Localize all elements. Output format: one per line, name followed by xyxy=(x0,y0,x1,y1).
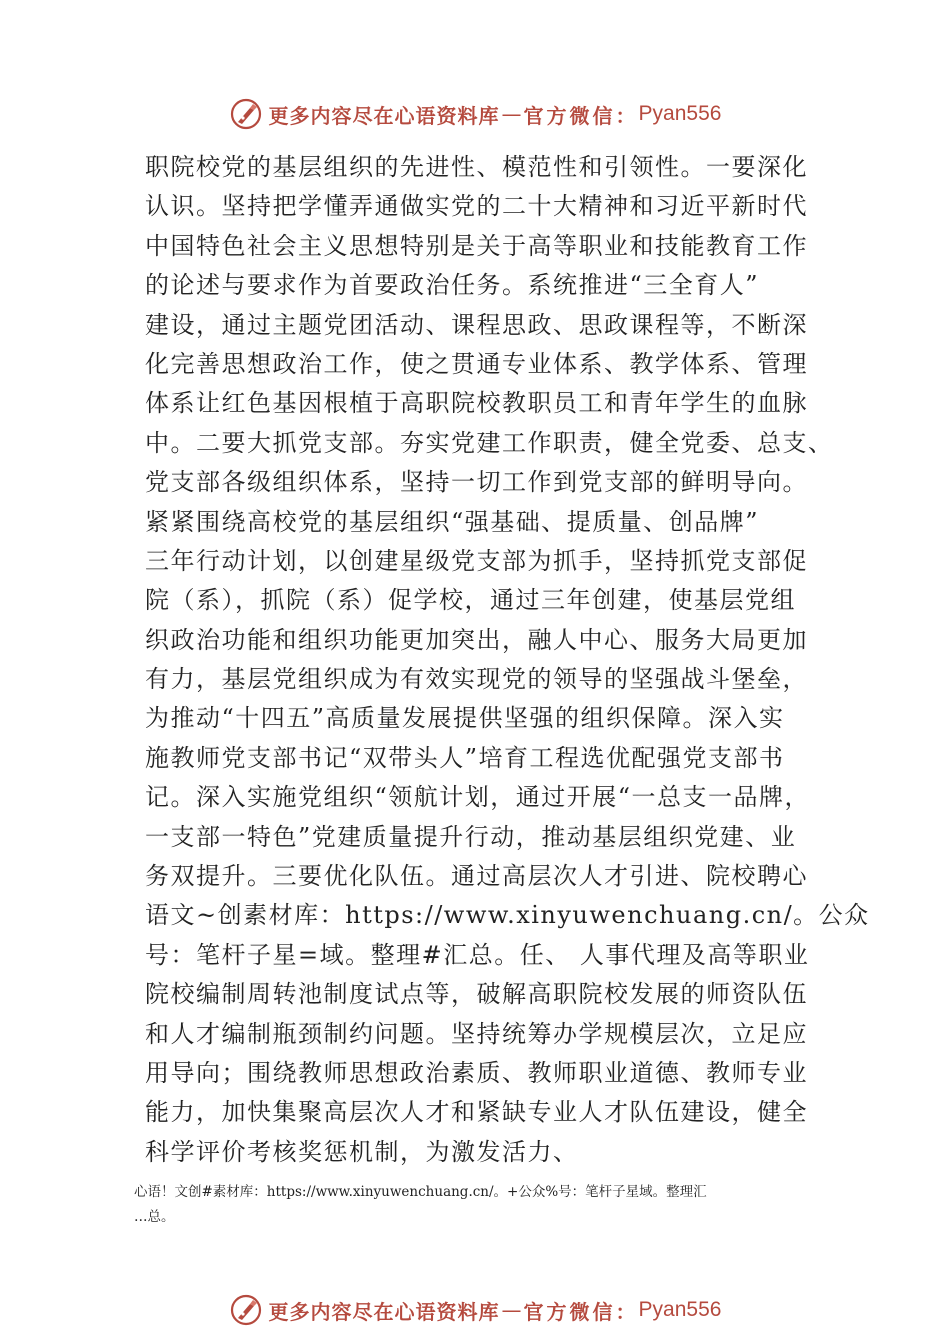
body-line: 能力，加快集聚高层次人才和紧缺专业人才队伍建设，健全 xyxy=(145,1098,808,1127)
footer-banner xyxy=(0,1288,950,1332)
body-line: 化完善思想政治工作，使之贯通专业体系、教学体系、管理 xyxy=(145,349,808,378)
body-line: 党支部各级组织体系，坚持一切工作到党支部的鲜明导向。 xyxy=(145,468,808,497)
banner-title: 更多内容尽在心语资料库 xyxy=(268,103,500,128)
footer-note-line: …总。 xyxy=(134,1209,175,1225)
footer-note xyxy=(134,1180,834,1230)
body-line: 三年行动计划，以创建星级党支部为抓手，坚持抓党支部促 xyxy=(145,546,808,575)
body-line: 中国特色社会主义思想特别是关于高等职业和技能教育工作 xyxy=(145,231,808,260)
banner-title: 更多内容尽在心语资料库 xyxy=(268,1299,500,1324)
banner-separator: — xyxy=(501,102,522,126)
body-line: 职院校党的基层组织的先进性、模范性和引领性。一要深化 xyxy=(145,153,808,181)
banner-separator: — xyxy=(501,1298,522,1322)
body-line: 体系让红色基因根植于高职院校教职员工和青年学生的血脉 xyxy=(145,389,808,418)
body-line: 为推动“十四五”高质量发展提供坚强的组织保障。深入实 xyxy=(145,704,785,733)
body-line: 认识。坚持把学懂弄通做实党的二十大精神和习近平新时代 xyxy=(145,192,808,221)
body-line: 中。二要大抓党支部。夯实党建工作职责，健全党委、总支、 xyxy=(145,428,834,457)
body-line: 施教师党支部书记“双带头人”培育工程选优配强党支部书 xyxy=(145,743,785,772)
body-line: 务双提升。三要优化队伍。通过高层次人才引进、院校聘心 xyxy=(145,862,808,891)
banner-wechat-label: 官方微信： xyxy=(523,1299,639,1324)
pen-nib-logo-icon xyxy=(229,1293,263,1327)
document-body xyxy=(145,148,870,1172)
body-line: 一支部一特色”党建质量提升行动，推动基层组织党建、业 xyxy=(145,822,797,851)
header-banner xyxy=(0,92,950,136)
body-line: 用导向；围绕教师思想政治素质、教师职业道德、教师专业 xyxy=(145,1058,808,1087)
body-line: 有力，基层党组织成为有效实现党的领导的坚强战斗堡垒， xyxy=(145,665,808,694)
banner-wechat-label: 官方微信： xyxy=(523,103,639,128)
body-line: 记。深入实施党组织“领航计划，通过开展“一总支一品牌， xyxy=(145,783,811,812)
body-line: 的论述与要求作为首要政治任务。系统推进“三全育人” xyxy=(145,271,760,300)
body-line: 和人才编制瓶颈制约问题。坚持统筹办学规模层次，立足应 xyxy=(145,1019,808,1048)
body-line: 织政治功能和组织功能更加突出，融人中心、服务大局更加 xyxy=(145,625,808,654)
body-line: 科学评价考核奖惩机制，为激发活力、 xyxy=(145,1137,579,1166)
banner-wechat-id: Pyan556 xyxy=(638,1298,722,1321)
body-line: 号：笔杆子星=域。整理#汇总。任、 人事代理及高等职业 xyxy=(145,940,810,969)
body-line: 院（系），抓院（系）促学校，通过三年创建，使基层党组 xyxy=(145,586,796,615)
body-line: 紧紧围绕高校党的基层组织“强基础、提质量、创品牌” xyxy=(145,507,760,536)
banner-wechat-id: Pyan556 xyxy=(638,102,722,125)
body-line: 语文~创素材库：https://www.xinyuwenchuang.cn/。公众 xyxy=(145,901,870,930)
pen-nib-logo-icon xyxy=(229,97,263,131)
footer-note-line: 心语！文创#素材库：https://www.xinyuwenchuang.cn/。+公众%号：笔杆子星域。整理汇 xyxy=(134,1184,707,1200)
body-line: 建设，通过主题党团活动、课程思政、思政课程等，不断深 xyxy=(145,310,808,339)
body-line: 院校编制周转池制度试点等，破解高职院校发展的师资队伍 xyxy=(145,980,808,1009)
